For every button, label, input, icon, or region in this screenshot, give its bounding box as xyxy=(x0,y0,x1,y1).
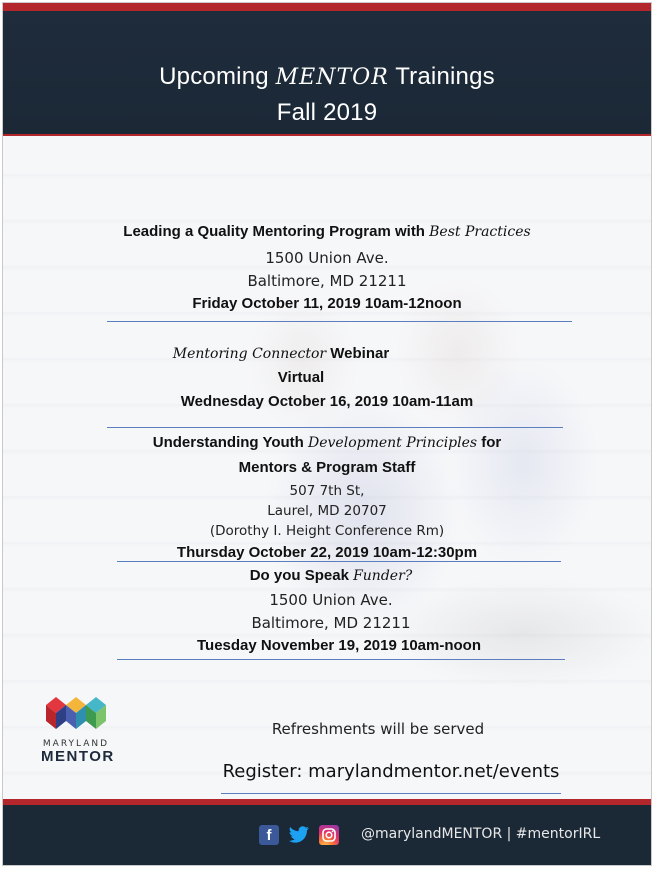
instagram-icon[interactable] xyxy=(319,825,339,845)
event-1-title-script: Best Practices xyxy=(429,224,531,240)
event-4-date: Tuesday November 19, 2019 10am-noon xyxy=(196,637,481,654)
social-handles: @marylandMENTOR | #mentorIRL xyxy=(361,826,601,842)
register-underline xyxy=(221,793,561,794)
event-1-title xyxy=(3,223,651,240)
event-2-title xyxy=(2,345,605,362)
event-1-address-2: Baltimore, MD 21211 xyxy=(247,272,407,290)
event-1-date: Friday October 11, 2019 10am-12noon xyxy=(192,295,462,312)
event-4-address-2: Baltimore, MD 21211 xyxy=(251,614,411,632)
title-prefix: Upcoming xyxy=(159,63,276,90)
event-2-divider xyxy=(107,427,563,428)
event-4-address-1: 1500 Union Ave. xyxy=(269,591,393,609)
social-icons xyxy=(259,825,339,845)
maryland-mentor-logo xyxy=(41,695,115,765)
event-4-title-prefix: Do you Speak xyxy=(249,567,354,584)
event-2-location: Virtual xyxy=(277,369,325,386)
event-4-title-script: Funder? xyxy=(353,568,413,584)
event-3-date: Thursday October 22, 2019 10am-12:30pm xyxy=(176,544,478,561)
header-bottom-line xyxy=(3,134,651,136)
page-title xyxy=(3,63,651,91)
event-4-divider xyxy=(117,659,565,660)
logo-text-maryland: MARYLAND xyxy=(42,739,110,749)
event-1-title-prefix: Leading a Quality Mentoring Program with xyxy=(123,223,430,240)
event-3-title-prefix: Understanding Youth xyxy=(152,434,309,451)
title-script-word: MENTOR xyxy=(275,65,389,90)
event-2-title-suffix: Webinar xyxy=(326,345,390,362)
title-suffix: Trainings xyxy=(388,63,495,90)
event-1-divider xyxy=(107,321,572,322)
event-1-address-1: 1500 Union Ave. xyxy=(265,249,389,267)
logo-text-mentor: MENTOR xyxy=(41,748,115,765)
twitter-icon[interactable] xyxy=(287,825,311,845)
event-3-title-suffix: for xyxy=(477,434,502,451)
flyer xyxy=(2,2,652,866)
register-link[interactable]: Register: marylandmentor.net/events xyxy=(222,761,560,782)
event-2-title-script: Mentoring Connector xyxy=(172,346,327,362)
event-3-address-3: (Dorothy I. Height Conference Rm) xyxy=(209,523,445,539)
facebook-icon[interactable]: f xyxy=(259,825,279,845)
event-3-address-1: 507 7th St, xyxy=(289,483,365,499)
event-2-date: Wednesday October 16, 2019 10am-11am xyxy=(180,393,474,410)
event-3-address-2: Laurel, MD 20707 xyxy=(267,503,387,519)
page-subtitle: Fall 2019 xyxy=(276,99,378,126)
event-3-title xyxy=(3,434,651,451)
logo-mark-icon xyxy=(44,695,108,735)
event-3-title-script: Development Principles xyxy=(308,435,478,451)
header-accent-line xyxy=(3,3,651,11)
event-3-divider xyxy=(117,561,561,562)
footer-accent-line xyxy=(3,799,651,805)
event-3-title-line-2: Mentors & Program Staff xyxy=(238,459,416,476)
refreshments-note: Refreshments will be served xyxy=(271,720,485,738)
event-4-title xyxy=(7,567,652,584)
